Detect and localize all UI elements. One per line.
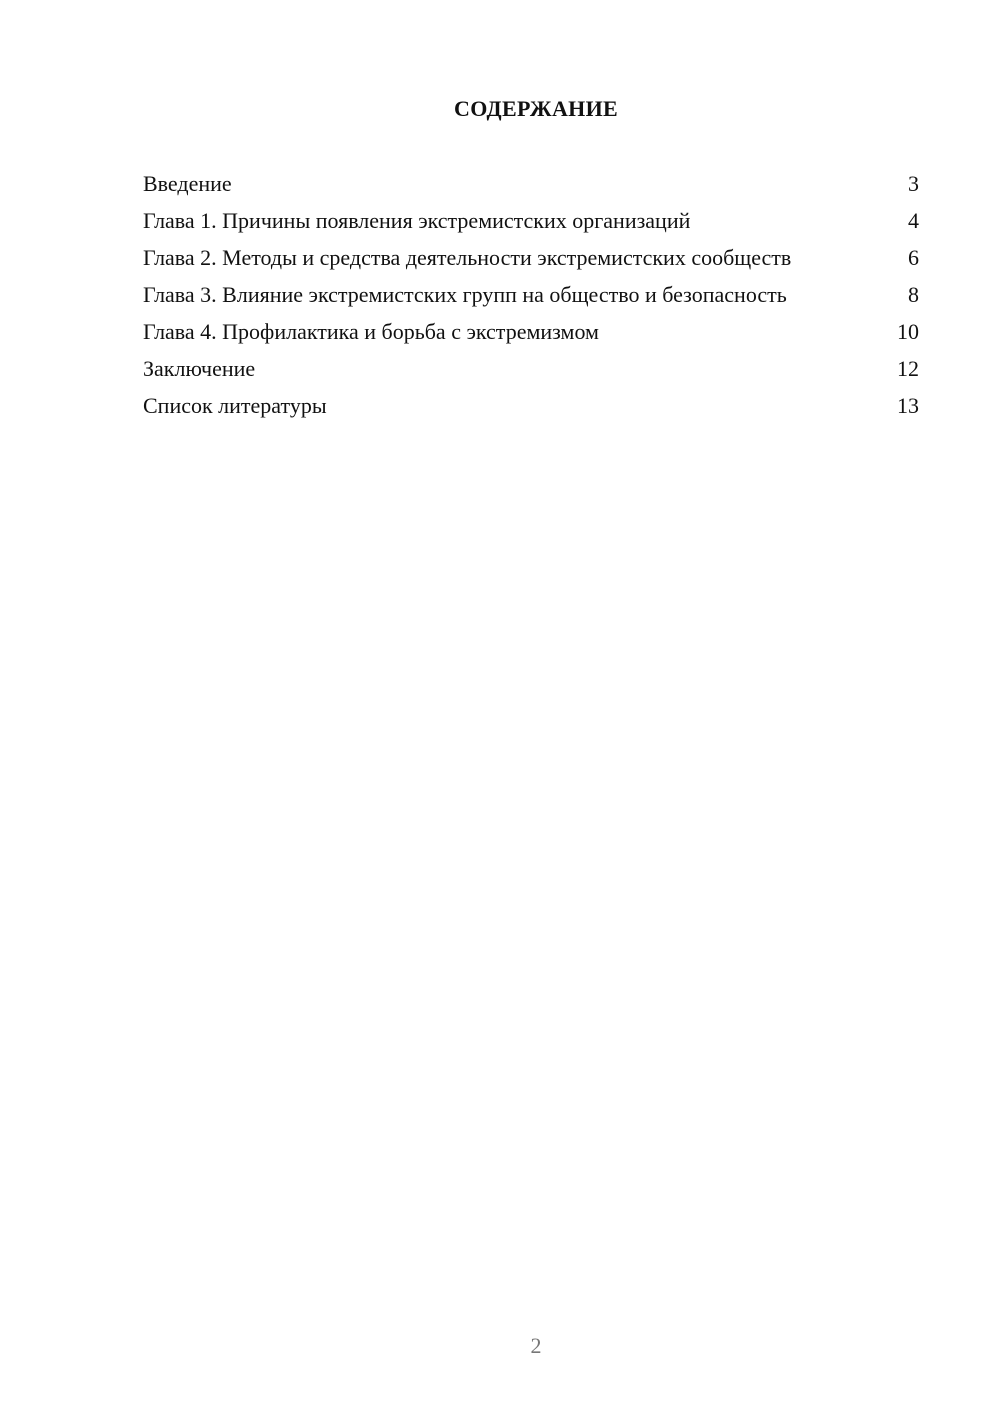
toc-entry — [143, 392, 919, 419]
toc-entry-title: Заключение — [143, 356, 256, 381]
toc-entry-title: Список литературы — [143, 393, 327, 418]
toc-entry-page: 8 — [908, 282, 919, 307]
toc-entry — [143, 281, 919, 308]
toc-entry-title: Глава 3. Влияние экстремистских групп на общество и безопасность — [143, 282, 787, 307]
toc-entry-page: 3 — [908, 171, 919, 196]
toc-entry — [143, 244, 919, 271]
toc-entry-page: 6 — [908, 245, 919, 270]
toc-entry-page: 10 — [897, 319, 919, 344]
toc-entry-title: Введение — [143, 171, 232, 196]
toc-entry — [143, 318, 919, 345]
toc-entry-page: 13 — [897, 393, 919, 418]
toc-entry-page: 12 — [897, 356, 919, 381]
toc-entry — [143, 355, 919, 382]
toc-entry — [143, 170, 919, 197]
toc-entry-title: Глава 2. Методы и средства деятельности экстремистских сообществ — [143, 245, 792, 270]
toc-entry-page: 4 — [908, 208, 919, 233]
page-number: 2 — [530, 1333, 542, 1358]
toc-entry-title: Глава 4. Профилактика и борьба с экстремизмом — [143, 319, 599, 344]
toc-entry-title: Глава 1. Причины появления экстремистских организаций — [143, 208, 691, 233]
toc-title: СОДЕРЖАНИЕ — [454, 96, 618, 121]
toc-entry — [143, 207, 919, 234]
table-of-contents — [143, 170, 919, 429]
